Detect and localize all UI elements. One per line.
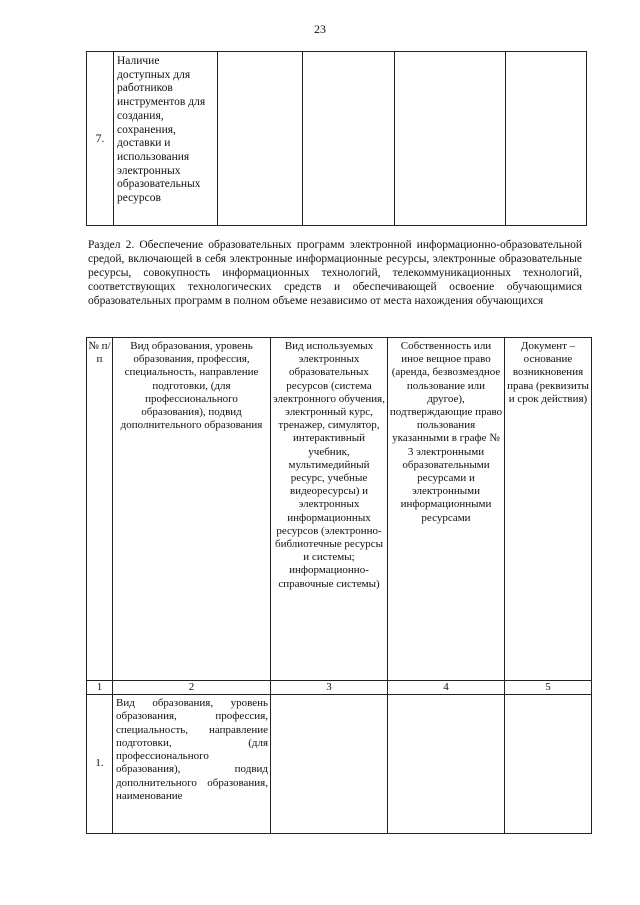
empty-cell [505, 695, 592, 834]
row-text-cell: Наличие доступных для работников инструментов для создания, сохранения, доставки и использования электронных образовательных ресурсов [114, 52, 218, 226]
section-2-heading: Раздел 2. Обеспечение образовательных программ электронной информационно-образовательной средой, включающей в себя электронные информационные ресурсы, электронные образовательные ресурсы, совокупность информационных технологий, телекоммуникационных технологий, соответствующих технологических средств и обеспечивающей освоение обучающимися образовательных программ в полном объеме независимо от места нахождения обучающихся [88, 239, 582, 307]
empty-cell [218, 52, 303, 226]
column-number: 3 [271, 681, 388, 695]
column-number: 5 [505, 681, 592, 695]
empty-cell [388, 695, 505, 834]
column-number: 2 [113, 681, 271, 695]
row-number-cell: 7. [87, 52, 114, 226]
header-cell-education-type: Вид образования, уровень образования, профессия, специальность, направление подготовки, (для профессионального образования), подвид дополнительного образования [113, 338, 271, 681]
page-number: 23 [314, 22, 326, 36]
table-row [87, 52, 587, 226]
row-number-cell: 1. [87, 695, 113, 834]
row-text-cell: Вид образования, уровень образования, профессия, специальность, направление подготовки, (для профессионального образования), подвид дополнительного образования, наименование [113, 695, 271, 834]
table-top [86, 51, 587, 226]
table-header-row [87, 338, 592, 681]
table-main [86, 337, 592, 834]
header-cell-number: № п/п [87, 338, 113, 681]
table-row [87, 695, 592, 834]
column-number: 1 [87, 681, 113, 695]
header-cell-document: Документ – основание возникновения права (реквизиты и срок действия) [505, 338, 592, 681]
empty-cell [506, 52, 587, 226]
empty-cell [395, 52, 506, 226]
column-number-row [87, 681, 592, 695]
column-number: 4 [388, 681, 505, 695]
empty-cell [303, 52, 395, 226]
header-cell-ownership: Собственность или иное вещное право (аренда, безвозмездное пользование или другое), подтверждающие право пользования указанными в графе № 3 электронными образовательными ресурсами и электронными информационными ресурсами [388, 338, 505, 681]
empty-cell [271, 695, 388, 834]
header-cell-resources: Вид используемых электронных образовательных ресурсов (система электронного обучения, электронный курс, тренажер, симулятор, интерактивный учебник, мультимедийный ресурс, учебные видеоресурсы) и электронных информационных ресурсов (электронно-библиотечные ресурсы и системы; информационно-справочные системы) [271, 338, 388, 681]
